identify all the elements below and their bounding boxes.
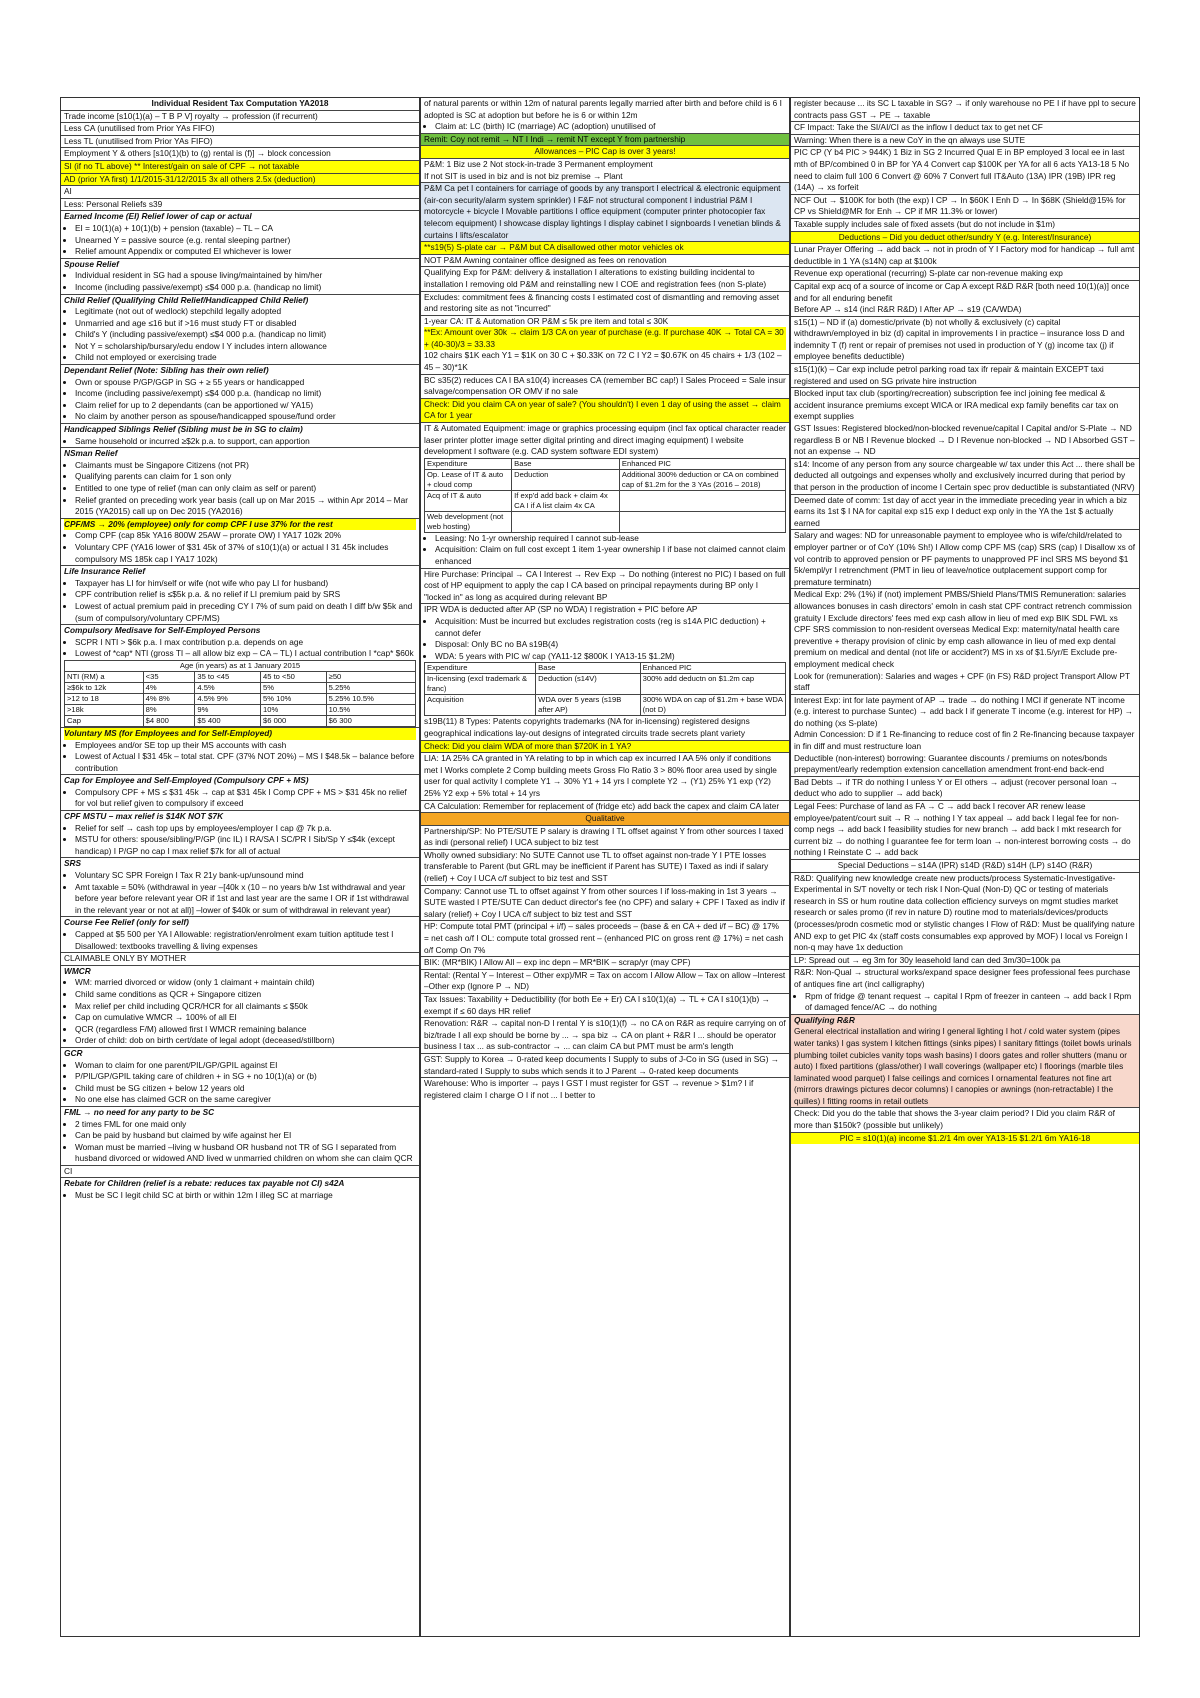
table-cell: If exp'd add back + claim 4x CA I if A list claim 4x CA [512, 490, 620, 511]
pm-conditions [421, 159, 789, 183]
list-item: • Unmarried and age ≤16 but if >16 must study FT or disabled [75, 318, 416, 330]
bad-debts-line: Bad Debts → if TR do nothing I unless Y or EI others → adjust (recover personal loan → deduct who ado to supplier → add back) [791, 777, 1139, 801]
table-row [65, 693, 416, 704]
table-cell [512, 511, 620, 532]
list-item: • Not Y = scholarship/bursary/edu endow I Y includes intern allowance [75, 341, 416, 353]
table-header-cell: Enhanced PIC [640, 663, 785, 674]
sibling-relief [61, 424, 419, 448]
table-cell: 9% [195, 704, 261, 715]
list-item: • Leasing: No 1-yr ownership required I cannot sub-lease [435, 533, 786, 545]
gst-issues-text: GST Issues: Registered blocked/non-blocked revenue/capital I Capital and/or S-Plate → ND regardless B or NB I Revenue blocked → D I Revenue non-blocked → ND I Absorbed GST – not an expense → ND [794, 423, 1135, 457]
table-cell: Deduction (s14V) [536, 674, 640, 695]
list-item: • Claimants must be Singapore Citizens (not PR) [75, 460, 416, 472]
table-row [425, 490, 786, 511]
warehouse-line: Warehouse: Who is importer → pays I GST I must register for GST → revenue > $1m? I if registered claim I charge O I if not ... I better to [424, 1078, 754, 1100]
table-header-cell: <35 [143, 671, 195, 682]
look-for-text: Look for (remuneration): Salaries and wages + CPF (in FS) R&D project Transport Allow PT staff [794, 670, 1130, 693]
gcr-header: GCR [64, 1047, 83, 1058]
dependant-relief-header: Dependant Relief (Note: Sibling has their own relief) [64, 365, 269, 376]
deductible-borrowing-text: Deductible (non-interest) borrowing: Guarantee discounts / premiums on notes/bonds prepayment/early redemption extension cancellation amendment front-end back-end [794, 752, 1108, 775]
table-cell: In-licensing (excl trademark & franc) [425, 674, 536, 695]
table-cell: $4 800 [143, 715, 195, 726]
cap-employee-list [64, 787, 416, 810]
fml-list [64, 1119, 416, 1165]
qualifying-rr-header: Qualifying R&R [794, 1014, 855, 1025]
table-row [425, 674, 786, 695]
table-header-cell: NTI (RM) a [65, 671, 144, 682]
text-line: P&M: 1 Biz use 2 Not stock-in-trade 3 Permanent employment [424, 158, 653, 169]
ca-example-2: 102 chairs $1K each Y1 = $1K on 30 C + $0.33K on 72 C I Y2 = $0.67K on 45 chairs + 1/3 (102 – 45 – 30)*1K [424, 350, 782, 373]
table-cell: Web development (not web hosting) [425, 511, 512, 532]
life-insurance-list [64, 578, 416, 624]
srs-section [61, 858, 419, 917]
ca-example: **Ex: Amount over 30k → claim 1/3 CA on year of purchase (e.g. If purchase 40K → Total CA = 30 + (40-30)/3 = 33.33 [424, 327, 786, 350]
table-cell: Acquisition [425, 695, 536, 716]
earned-income-header: Earned Income (EI) Relief lower of cap or actual [64, 211, 252, 222]
dependant-relief-list [64, 377, 416, 423]
list-item: • CPF contribution relief is ≤$5k p.a. & no relief if LI premium paid by SRS [75, 589, 416, 601]
tax-issues-line: Tax Issues: Taxability + Deductibility (for both Ee + Er) CA I s10(1)(a) → TL + CA I s10(1)(b) → exempt if ≤ 60 days HR relief [421, 994, 789, 1018]
list-item: • No claim by another person as spouse/handicapped spouse/fund order [75, 411, 416, 423]
medisave-section [61, 625, 419, 728]
cap-employee-header: Cap for Employee and Self-Employed (Compulsory CPF + MS) [64, 775, 309, 786]
voluntary-ms-header: Voluntary MS (for Employees and for Self-Employed) [64, 728, 416, 740]
nsman-relief-list [64, 460, 416, 518]
table-cell: Acq of IT & auto [425, 490, 512, 511]
nsman-relief [61, 448, 419, 519]
legal-fees-line: Legal Fees: Purchase of land as FA → C → add back I recover AR renew lease employee/patent/court suit → R → nothing I Y tax appeal → add back I legal fee for non-comp negs → add back I feasibility studies for new branch → add back I mkt research for current biz → do nothing I guarantee fee for term loan → non-interest borrowing costs → do nothing I Reinstate C → add back [791, 801, 1139, 860]
ncf-line: NCF Out → $100K for both (the exp) I CP → In $60K I Enh D → In $68K (Shield@15% for CP vs Shield@MR for Enh → CP if MR 11.3% or lower) [791, 195, 1139, 219]
column-1 [60, 97, 420, 1637]
company-line: Company: Cannot use TL to offset against Y from other sources I if loss-making in 1st 3 years → SUTE wasted I PTE/SUTE Can deduct director's fee (no CPF) and salary + CPF I Taxed as indiv if salary (relief) + Coy I UCA c/f subject to biz test and SST [421, 886, 789, 922]
fml-header: FML → no need for any party to be SC [64, 1106, 215, 1117]
list-item: • Must be SC I legit child SC at birth or within 12m I illeg SC at marriage [75, 1190, 416, 1202]
list-item: • Unearned Y = passive source (e.g. rental sleeping partner) [75, 235, 416, 247]
hp-line: HP: Compute total PMT (principal + i/f) – sales proceeds – (base & en CA + ded i/f – BC) @ 17% = net cash o/f I OL: compute total grossed rent – (enhanced PIC on gross rent @ 17%) = net cash o/f Comp On 7% [421, 921, 789, 957]
list-item: • Entitled to one type of relief (man can only claim as self or parent) [75, 483, 416, 495]
s14-line: s14: Income of any person from any source chargeable w/ tax under this Act ... there shall be deducted all outgoings and expenses wholly and exclusively incurred during that period by that person in the production of income I Certain spec prov deductible is substantiated (NRV) [791, 459, 1139, 495]
earned-income-list [64, 223, 416, 258]
list-item: • EI = 10(1)(a) + 10(1)(b) + pension (taxable) – TL – CA [75, 223, 416, 235]
interest-exp-text: Interest Exp: int for late payment of AP → trade → do nothing I MCI if generate NT income (e.g. interest to purchase Suntec) → add back I if generate T income (e.g. interest for HP) → do nothing (xs S-plate) [794, 694, 1134, 728]
it-expenditure-table [424, 458, 786, 533]
list-item: • Legitimate (not out of wedlock) stepchild legally adopted [75, 306, 416, 318]
check-wda: Check: Did you claim WDA of more than $720K in 1 YA? [421, 741, 789, 754]
list-item: • Claim at: LC (birth) IC (marriage) AC (adoption) unutilised of [435, 121, 786, 133]
table-header-cell: ≥50 [326, 671, 415, 682]
table-row [65, 682, 416, 693]
computation-line: AD (prior YA first) 1/1/2015-31/12/2015 3x all others 2.5x (deduction) [61, 174, 419, 187]
text-line: register because ... its SC L taxable in SG? → if only warehouse no PE I if have ppl to secure contracts pass GST → PE → taxable [791, 98, 1139, 122]
list-item: • WM: married divorced or widow (only 1 claimant + maintain child) [75, 977, 416, 989]
blocked-input-text: Blocked input tax club (sporting/recreation) subscription fee incl joining fee medical & accident insurance premiums except WICA or IRA medical exp family benefits car tax on exempt supplies [794, 388, 1119, 422]
hire-purchase: Hire Purchase: Principal → CA I Interest → Rev Exp → Do nothing (interest no PIC) I based on full cost of HP equipment to apply the cap I CA based on principal repayments during BP only I "locked in" as long as acquired during relevant BP [421, 569, 789, 605]
list-item: • Comp CPF (cap 85k YA16 800W 25AW – prorate OW) I YA17 102k 20% [75, 530, 416, 542]
medisave-list [64, 637, 416, 660]
list-item: • Amt taxable = 50% (withdrawal in year –[40k x (10 – no years b/w 1st withdrawal and year before year before relevant year OR if 1st and last year are the same I OR if 1st withdrawal in the relevant year or not at all)] –lower of $40k or sum of withdrawal in relevant year) [75, 882, 416, 917]
table-cell: 10.5% [326, 704, 415, 715]
remit-line: Remit: Coy not remit → NT I Indi → remit NT except Y from partnership [421, 134, 789, 147]
list-item: • Woman must be married –living w husband OR husband not TR of SG I separated from husband divorced or widowed AND lived w unmarried children on whom she can claim QCR [75, 1142, 416, 1165]
lunar-line: Lunar Prayer Offering → add back → not in prodn of Y I Factory mod for handicap → full amt deductible in 1 YA (s14N) cap at $100k [791, 244, 1139, 268]
cpf-relief-header: CPF/MS → 20% (employee) only for comp CPF I use 37% for the rest [64, 519, 416, 531]
sibling-relief-header: Handicapped Siblings Relief (Sibling must be in SG to claim) [64, 424, 303, 435]
gcr-section [61, 1048, 419, 1107]
computation-line: AI [61, 186, 419, 199]
child-relief-header: Child Relief (Qualifying Child Relief/Handicapped Child Relief) [64, 294, 309, 305]
table-cell: 300% add deductn on $1.2m cap [640, 674, 785, 695]
table-header-cell: Enhanced PIC [619, 458, 785, 469]
course-fee-list [64, 929, 416, 952]
table-cell: >18k [65, 704, 144, 715]
list-item: • No one else has claimed GCR on the same caregiver [75, 1094, 416, 1106]
life-insurance-relief [61, 566, 419, 625]
deductions-header: Deductions – Did you deduct other/sundry Y (e.g. Interest/Insurance) [791, 232, 1139, 245]
age-table-caption: Age (in years) as at 1 January 2015 [65, 660, 416, 671]
table-cell: 5% [261, 682, 327, 693]
splate-line: **s19(5) S-plate car → P&M but CA disallowed other motor vehicles ok [421, 242, 789, 255]
table-cell: Cap [65, 715, 144, 726]
qualifying-rr-text: General electrical installation and wiring I general lighting I hot / cold water system (pipes water tanks) I gas system I kitchen fittings (sinks pipes) I sanitary fittings (toilet bowls urinals plumbing toilet cubicles vanity tops wash basins) I doors gates and roller shutters (manu or auto) I fixed partitions (glass/other) I wall coverings (wallpaper etc) I floorings (marble tiles laminated wood parquet) I false ceilings and cornices I ornamental features not fine art (mirrors drawings pictures decor columns) I canopies or awnings (non-retractable) I the quilles) I fitting rooms in retail outlets [794, 1026, 1132, 1106]
table-cell: 10% [261, 704, 327, 715]
pic-conditions: PIC CP (Y b4 PIC > 944K) 1 Biz in SG 2 Incurred Qual E in BP employed 3 local ee in last mth of BP/combined 0 in BP for YA 4 Convert cap $100K per YA for all 6 acts YA13-18 5 No need to claim full 100 6 Convert @ 60% 7 Convert full IT&Auto (13A) IPR (19B) IPR reg (14A) → xs forfeit [791, 147, 1139, 194]
age-table-header [65, 671, 416, 682]
table-cell: 4.5% 9% [195, 693, 261, 704]
table-cell: 300% WDA on cap of $1.2m + base WDA (not D) [640, 695, 785, 716]
list-item: • Child must be SG citizen + below 12 years old [75, 1083, 416, 1095]
excludes-line: Excludes: commitment fees & financing costs I estimated cost of dismantling and removing asset and restoring site as not "incurred" [421, 292, 789, 316]
list-item: • Order of child: dob on birth cert/date of legal adopt (deceased/stillborn) [75, 1035, 416, 1047]
list-item: • Claim relief for up to 2 dependants (can be apportioned w/ YA15) [75, 400, 416, 412]
list-item: • 2 times FML for one maid only [75, 1119, 416, 1131]
list-item: • QCR (regardless F/M) allowed first I WMCR remaining balance [75, 1024, 416, 1036]
table-cell: WDA over 5 years (s19B after AP) [536, 695, 640, 716]
sibling-relief-list [64, 436, 416, 448]
cpf-mstu-header: CPF MSTU – max relief is $14K NOT $7K [64, 811, 224, 822]
table-row [65, 704, 416, 715]
nsman-relief-header: NSman Relief [64, 448, 118, 459]
child-relief-list [64, 306, 416, 364]
leasing-list [424, 533, 786, 568]
dependant-relief [61, 365, 419, 424]
ipr-text: IPR WDA is deducted after AP (SP no WDA) I registration + PIC before AP [424, 604, 698, 615]
list-item: • SCPR I NTI > $6k p.a. I max contribution p.a. depends on age [75, 637, 416, 649]
qualifying-exp: Qualifying Exp for P&M: delivery & installation I alterations to existing building incidental to installation I removing old P&M and reinstalling new I COE and registration fees (non S-plate) [421, 267, 789, 291]
rr-nonqual-text: R&R: Non-Qual → structural works/expand space designer fees professional fees purchase of antiques fine art (incl calligraphy) [794, 967, 1131, 989]
table-row [425, 469, 786, 490]
ipr-section [421, 604, 789, 740]
spouse-relief-list [64, 270, 416, 293]
table-header-cell: Base [512, 458, 620, 469]
list-item: • Acquisition: Claim on full cost except 1 item 1-year ownership I if base not claimed cannot claim enhanced [435, 544, 786, 567]
warehouse-continued [791, 98, 1139, 147]
srs-list [64, 870, 416, 916]
list-item: • MSTU for others: spouse/sibling/P/GP (inc IL) I RA/SA I SC/PR I Sib/Sp Y ≤$4k (except handicap) I P/GP no cap I max relief $7k for all of actual [75, 834, 416, 857]
wmcr-section [61, 966, 419, 1048]
computation-line: SI (if no TL above) ** Interest/gain on sale of CPF → not taxable [61, 161, 419, 174]
wmcr-list [64, 977, 416, 1047]
one-year-ca [421, 316, 789, 375]
before-ap-text: Before AP → s14 (incl R&R R&D) I After AP → s19 (CA/WDA) [794, 304, 1022, 315]
list-item: • Capped at $5 500 per YA I Allowable: registration/enrolment exam tuition aptitude test I Disallowed: textbooks travelling & living expenses [75, 929, 416, 952]
list-item: • Voluntary SC SPR Foreign I Tax R 21y bank-up/unsound mind [75, 870, 416, 882]
ci-line: CI [61, 1166, 419, 1179]
table-cell: $6 300 [326, 715, 415, 726]
table-cell: $6 000 [261, 715, 327, 726]
cap-employee [61, 775, 419, 811]
list-item: • Compulsory CPF + MS ≤ $31 45k → cap at $31 45k I Comp CPF + MS > $31 45k no relief for vol but relief given to compulsory if exceed [75, 787, 416, 810]
list-item: • Relief amount Appendix or computed EI whichever is lower [75, 246, 416, 258]
computation-line: Less: Personal Reliefs s39 [61, 199, 419, 212]
list-item: • Voluntary CPF (YA16 lower of $31 45k of 37% of s10(1)(a) or actual I 31 45k includes compulsory MS 185k cap I YA17 102k) [75, 542, 416, 565]
it-table-body [425, 469, 786, 532]
table-header-cell: Expenditure [425, 458, 512, 469]
list-item: • Can be paid by husband but claimed by wife against her EI [75, 1130, 416, 1142]
age-rate-table [64, 660, 416, 727]
cpf-mstu [61, 811, 419, 858]
list-item: • Disposal: Only BC no BA s19B(4) [435, 639, 786, 651]
voluntary-ms-list [64, 740, 416, 775]
capital-exp-text: Capital exp acq of a source of income or Cap A except R&D R&R [both need 10(1)(a)] once and for all enduring benefit [794, 280, 1130, 303]
ca-calculation: CA Calculation: Remember for replacement of (fridge etc) add back the capex and claim CA later [421, 801, 789, 814]
list-item: • Qualifying parents can claim for 1 son only [75, 471, 416, 483]
table-cell: >12 to 18 [65, 693, 144, 704]
table-cell: Deduction [512, 469, 620, 490]
gcr-list [64, 1060, 416, 1106]
table-cell: $5 400 [195, 715, 261, 726]
list-item: • Taxpayer has LI for him/self or wife (not wife who pay LI for husband) [75, 578, 416, 590]
table-cell: 4% [143, 682, 195, 693]
table-header-cell: Base [536, 663, 640, 674]
cpf-relief-list [64, 530, 416, 565]
table-cell: 4% 8% [143, 693, 195, 704]
rebate-intro: of natural parents or within 12m of natural parents legally married after birth and before child is 6 I adopted is SC at adoption but before he is 6 or within 12m [424, 98, 782, 120]
table-cell: 8% [143, 704, 195, 715]
admin-concession-text: Admin Concession: D if 1 Re-financing to reduce cost of fin 2 Re-financing because taxpayer in fin diff and must restructure loan [794, 729, 1135, 752]
rr-nonqual-line [791, 967, 1139, 1014]
table-cell: 4.5% [195, 682, 261, 693]
text-line: CF Impact: Take the SI/AI/CI as the inflow I deduct tax to get net CF [791, 122, 1139, 135]
renovation-line: Renovation: R&R → capital non-D I rental Y is s10(1)(f) → no CA on R&R as require carrying on of biz/trade I all exp should be borne by ... → spa biz → CA on plant + R&R I ... should be operator business I tax ... as sub-contractor → ... can claim CA but PMT must be arm's length [421, 1018, 789, 1054]
table-cell: 5.25% 10.5% [326, 693, 415, 704]
it-automation-text: IT & Automated Equipment: image or graphics processing equipm (incl fax optical character reader laser printer plotter image setter digital printing and direct imaging equipment) I website development I software (e.g. CAD system software EDI system) [424, 423, 786, 457]
list-item: • Employees and/or SE top up their MS accounts with cash [75, 740, 416, 752]
capital-exp-line [791, 281, 1139, 317]
list-item: • Child not employed or exercising trade [75, 352, 416, 364]
list-item: • Cap on cumulative WMCR → 100% of all EI [75, 1012, 416, 1024]
table-header-cell: 35 to <45 [195, 671, 261, 682]
wholly-owned-line: Wholly owned subsidiary: No SUTE Cannot use TL to offset against non-trade Y I PTE losses transferable to Parent (but GRL may be inefficient if Parent has SUTE) I Taxed as indi if salary (relief) + Coy I UCA c/f subject to biz test and SST [421, 850, 789, 886]
list-item: • Lowest of actual premium paid in preceding CY I 7% of sum paid on death I diff b/w $5k and (sum of compulsory/voluntary CPF/MS) [75, 601, 416, 624]
child-relief [61, 295, 419, 366]
fml-section [61, 1107, 419, 1166]
list-item: • Relief granted on preceding work year basis (call up on Mar 2015 → within Apr 2014 – Mar 2015 (YA2015) call up on Dec 2015 (YA2016) [75, 495, 416, 518]
not-pm-line: NOT P&M Awning container office designed as fees on renovation [421, 255, 789, 268]
rebate-list [64, 1190, 416, 1202]
rr-list [794, 991, 1136, 1014]
table-cell [619, 490, 785, 511]
column-2 [420, 97, 790, 1637]
list-item: • Lowest of *cap* NTI (gross TI – all allow biz exp – CA – TL) I actual contribution I *cap* $60k [75, 648, 416, 660]
bc-line: BC s35(2) reduces CA I BA s10(4) increases CA (remember BC cap!) I Sales Proceed = Sale insur salvage/compensation OR OMV if no sale [421, 375, 789, 399]
list-item: • WDA: 5 years with PIC w/ cap (YA11-12 $800K I YA13-15 $1.2M) [435, 651, 786, 663]
table-cell: Additional 300% deduction or CA on combined cap of $1.2m for the 3 YAs (2016 – 2018) [619, 469, 785, 490]
table-cell: Op. Lease of IT & auto + cloud comp [425, 469, 512, 490]
cpf-mstu-list [64, 823, 416, 858]
revenue-exp-line: Revenue exp operational (recurring) S-plate car non-revenue making exp [791, 268, 1139, 281]
interest-exp-line [791, 695, 1139, 777]
it-table-header [425, 458, 786, 469]
voluntary-ms [61, 728, 419, 775]
medical-exp-text: Medical Exp: 2% (1%) if (not) implement PMBS/Shield Plans/TMIS Remuneration: salaries allowances bonuses in cash directors' emoln in cash stat CPF contract retrench commission gratuity I Exclude directors' fees med exp cash allow in lieu of med exp BIK SDL FWL xs CPF SRS commission to non-resident overseas Medical Exp: maternity/natal health care preventive + therapy provision of clinic by emp cash allowance in lieu of med exp dental premium on medical and dental (not life or accident?) MS in xs of $1.5/yr/E Exclude pre-employment medical check [794, 589, 1132, 669]
ipr-table-header [425, 663, 786, 674]
claimable-by-mother: CLAIMABLE ONLY BY MOTHER [61, 953, 419, 966]
table-cell: 5.25% [326, 682, 415, 693]
table-row [425, 695, 786, 716]
wmcr-header: WMCR [64, 965, 91, 976]
tax-computation-lines [61, 111, 419, 212]
bik-line: BIK: (MR*BIK) I Allow All – exp inc depn – MR*BIK – scrap/yr (may CPF) [421, 957, 789, 970]
s15-1k-line: s15(1)(k) – Car exp include petrol parking road tax ifr repair & maintain EXCEPT taxi registered and used on SG private hire instruction [791, 364, 1139, 388]
list-item: • Rpm of fridge @ tenant request → capital I Rpm of freezer in canteen → add back I Rpm of damaged fence/AC → do nothing [805, 991, 1136, 1014]
list-item: • Relief for self → cash top ups by employees/employer I cap @ 7k p.a. [75, 823, 416, 835]
document-title: Individual Resident Tax Computation YA2018 [61, 98, 419, 111]
gst-line: GST: Supply to Korea → 0-rated keep documents I Supply to subs of J-Co in SG (used in SG) → standard-rated I Supply to subs which sends it to J Parent → 0-rated keep documents [421, 1054, 789, 1078]
one-year-ca-text: 1-year CA: IT & Automation OR P&M ≤ 5k pre item and total ≤ 30K [424, 315, 669, 326]
computation-line: Less TL (unutilised from Prior YAs FIFO) [61, 136, 419, 149]
rebate-section [61, 1178, 419, 1201]
ipr-table-body [425, 674, 786, 716]
ipr-table [424, 662, 786, 716]
list-item: • Max relief per child including QCR/HCR for all claimants ≤ $50k [75, 1001, 416, 1013]
course-fee-relief [61, 917, 419, 953]
spouse-relief [61, 259, 419, 295]
ipr-list [424, 616, 786, 662]
partnership-line: Partnership/SP: No PTE/SUTE P salary is drawing I TL offset against Y from other sources I taxed as indi (personal relief) I UCA subject to biz test [421, 826, 789, 850]
table-cell [619, 511, 785, 532]
medisave-header: Compulsory Medisave for Self-Employed Persons [64, 625, 261, 636]
qualifying-rr-box [791, 1015, 1139, 1109]
it-automation [421, 423, 789, 569]
s15-1-line: s15(1) – ND if (a) domestic/private (b) not wholly & exclusively (c) capital withdrawn/employed in biz (d) capital in improvements I in practice – insurance loss D and indemnity T (f) rent or repair of premises not used in production of Y (g) income tax (j) if employee benefits deductible) [791, 317, 1139, 364]
allowances-header: Allowances – PIC Cap is over 3 years! [421, 146, 789, 159]
text-line: Warning: When there is a new CoY in the qn always use SUTE [791, 135, 1139, 148]
medical-exp-line [791, 589, 1139, 694]
computation-line: Employment Y & others [s10(1)(b) to (g) rental is (f)] → block concession [61, 148, 419, 161]
taxable-supply-line: Taxable supply includes sale of fixed assets (but do not include in $1m) [791, 219, 1139, 232]
table-row [425, 511, 786, 532]
computation-line: Less CA (unutilised from Prior YAs FIFO) [61, 123, 419, 136]
age-table-body [65, 682, 416, 726]
rd-line: R&D: Qualifying new knowledge create new products/process Systematic-Investigative-Experimental in S/T novelty or tech risk I Non-Qual (Non-D) QC or testing of materials research in SS or hum routine data collection efficiency surveys on mgmt studies market research or sales promo (if rev in nature D) routine mod to materials/devices/products (processes/prodn cosmetic mod or stylistic changes I Flow of R&D: Must be qualifying nature AND exp to get PIC 4x (staff costs consumables exp approved by MOF) I local vs Foreign I non-q may have 1x deduction [791, 873, 1139, 955]
list-item: • Lowest of Actual I $31 45k – total stat. CPF (37% NOT 20%) – MS I $48.5k – balance before contribution [75, 751, 416, 774]
table-cell: ≥$6k to 12k [65, 682, 144, 693]
list-item: • Individual resident in SG had a spouse living/maintained by him/her [75, 270, 416, 282]
list-item: • P/PIL/GP/GPIL taking care of children + in SG + no 10(1)(a) or (b) [75, 1071, 416, 1083]
qualitative-header: Qualitative [421, 813, 789, 826]
rebate-continued [421, 98, 789, 134]
computation-line: Trade income [s10(1)(a) – T B P V] royalty → profession (if recurrent) [61, 111, 419, 124]
srs-header: SRS [64, 858, 82, 869]
column-3 [790, 97, 1140, 1637]
table-header-cell: 45 to <50 [261, 671, 327, 682]
s19b-types: s19B(11) 8 Types: Patents copyrights trademarks (NA for in-licensing) registered designs geographical indications lay-out designs of integrated circuits trade secrets plant variety [424, 716, 750, 738]
list-item: • Child same conditions as QCR + Singapore citizen [75, 989, 416, 1001]
list-item: • Woman to claim for one parent/PIL/GP/GPIL against EI [75, 1060, 416, 1072]
rental-line: Rental: (Rental Y – Interest – Other exp)/MR = Tax on accom I Allow Allow – Tax on allow –Interest –Other exp (Ignore P → ND) [421, 970, 789, 994]
spouse-relief-header: Spouse Relief [64, 258, 119, 269]
pm-box: P&M Ca pet I containers for carriage of goods by any transport I electrical & electronic equipment (air-con security/alarm system sprinkler) I F&F not structural component I industrial P&M I motorcycle + bicycle I Movable partitions I office equipment (computer printer photocopier fax telecom equipment) I showcase display lightings I display cabinet I signboards I venetian blinds & curtains I lifts/escalator [421, 183, 789, 242]
check-ca-sale: Check: Did you claim CA on year of sale? (You shouldn't) I even 1 day of using the asset → claim CA for 1 year [421, 399, 789, 423]
rebate-header: Rebate for Children (relief is a rebate: reduces tax payable not CI) s42A [64, 1178, 345, 1189]
pic-bottom-line: PIC = s10(1)(a) income $1.2/1 4m over YA13-15 $1.2/1 6m YA16-18 [791, 1133, 1139, 1145]
list-item: • Same household or incurred ≥$2k p.a. to support, can apportion [75, 436, 416, 448]
list-item: • Income (including passive/exempt) ≤$4 000 p.a. (handicap no limit) [75, 282, 416, 294]
rebate-claim-list [424, 121, 786, 133]
life-insurance-header: Life Insurance Relief [64, 566, 146, 577]
table-header-cell: Expenditure [425, 663, 536, 674]
list-item: • Child's Y (including passive/exempt) ≤$4 000 p.a. (handicap no limit) [75, 329, 416, 341]
list-item: • Acquisition: Must be incurred but excludes registration costs (reg is s14A PIC deduction) + cannot defer [435, 616, 786, 639]
special-deductions-header: Special Deductions – s14A (IPR) s14D (R&D) s14H (LP) s14O (R&R) [791, 860, 1139, 873]
course-fee-header: Course Fee Relief (only for self) [64, 917, 189, 928]
blocked-input-line [791, 388, 1139, 459]
deemed-date-line: Deemed date of comm: 1st day of acct year in the immediate preceding year in which a biz earns its 1st $ I NA for capital exp s15 exp I deduct exp only in the YA the 1st $ actually earned [791, 495, 1139, 531]
cpf-relief [61, 519, 419, 566]
salary-line: Salary and wages: ND for unreasonable payment to employee who is wife/child/related to employer partner or of CoY (10% Sh!) I Allow comp CPF MS (cap) SRS (cap) I Disallow xs of vol contrib to approved pension or PF payments to unapproved PF incl SRS MS beyond $1 5k/empl/yr I retrenchment (PMT in lieu of leave/notice outplacement support comp for premature terminatn) [791, 530, 1139, 589]
check-rr-line: Check: Did you do the table that shows the 3-year claim period? I Did you claim R&R of more than $150k? (possible but unlikely) [791, 1108, 1139, 1132]
list-item: • Income (including passive/exempt) ≤$4 000 p.a. (handicap no limit) [75, 388, 416, 400]
table-cell: 5% 10% [261, 693, 327, 704]
pm-lines [424, 159, 786, 182]
list-item: • Own or spouse P/GP/GGP in SG + ≥ 55 years or handicapped [75, 377, 416, 389]
text-line: If not SIT is used in biz and is not biz premise → Plant [424, 170, 623, 181]
earned-income-relief [61, 211, 419, 258]
lp-line: LP: Spread out → eg 3m for 30y leasehold land can ded 3m/30=100k pa [791, 955, 1139, 968]
table-row [65, 715, 416, 726]
lia-line: LIA: 1A 25% CA granted in YA relating to bp in which cap ex incurred I AA 5% only if conditions met I Works complete 2 Comp building meets Gross Flo Ratio 3 > 80% floor area used by single user for qual activity I complete Y1 → 30% Y1 + 14 yrs I complete Y2 → (Y1) 25% Y1 exp (Y2) 25% Y2 exp + 5% total + 14 yrs [421, 753, 789, 800]
